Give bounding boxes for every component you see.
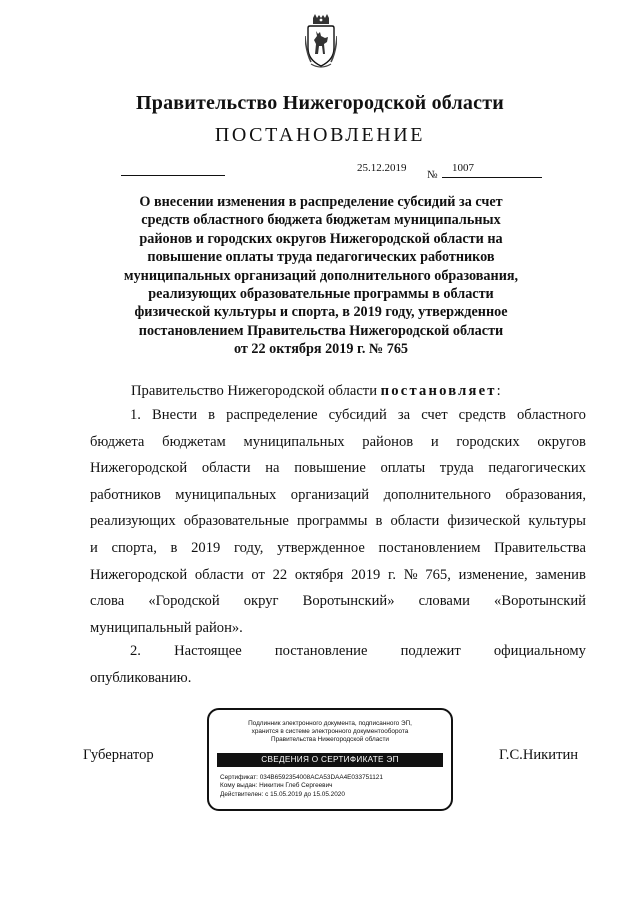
- word: официальному: [493, 643, 586, 659]
- paragraph-line: [90, 455, 586, 482]
- word: в: [170, 539, 178, 556]
- word: Нижегородской: [90, 566, 188, 583]
- preamble: [131, 383, 501, 400]
- word: Внести: [152, 407, 198, 423]
- word: спорта,: [111, 539, 157, 556]
- stamp-note: [209, 720, 451, 744]
- word: областного: [516, 407, 586, 423]
- word: слова: [90, 593, 125, 610]
- subject-line: реализующих образовательные программы в области: [148, 286, 494, 303]
- word: за: [397, 407, 411, 423]
- word: бюджетам: [162, 433, 226, 450]
- certificate-serial: Сертификат: 034B6592354008ACA53DAA4E033751121: [220, 774, 383, 781]
- word: оплаты: [380, 460, 426, 477]
- electronic-signature-stamp: [207, 708, 453, 811]
- word: педагогических: [488, 460, 586, 477]
- certificate-owner: Кому выдан: Никитин Глеб Сергеевич: [220, 782, 333, 790]
- word: в: [375, 513, 383, 530]
- word: образования,: [505, 486, 586, 503]
- stamp-header: СВЕДЕНИЯ О СЕРТИФИКАТЕ ЭП: [217, 753, 443, 767]
- paragraph-line: [90, 562, 586, 589]
- paragraph-1: [90, 402, 586, 641]
- word: счет: [421, 407, 448, 423]
- word: муниципальных: [175, 486, 277, 503]
- word: подлежит: [400, 643, 461, 659]
- subject-line: от 22 октября 2019 г. № 765: [233, 341, 409, 358]
- word: словами: [418, 593, 470, 610]
- document-subject: [110, 193, 532, 359]
- stamp-note-line: хранится в системе электронного документооборота: [251, 728, 409, 735]
- word: бюджета: [90, 433, 145, 450]
- word: 1.: [130, 407, 141, 423]
- word: 2.: [130, 643, 141, 659]
- subject-line: физической культуры и спорта, в 2019 году, утвержденное: [134, 304, 508, 321]
- word: 22: [272, 566, 288, 583]
- word: заменив: [535, 566, 586, 583]
- paragraph-2: [90, 638, 586, 691]
- word: муниципальных: [243, 433, 345, 450]
- word: области: [390, 513, 440, 530]
- word: субсидий: [328, 407, 387, 423]
- stamp-note-line: Подлинник электронного документа, подписанного ЭП,: [248, 720, 412, 727]
- document-type: ПОСТАНОВЛЕНИЕ: [214, 124, 426, 146]
- registration-blank-line: [121, 175, 225, 176]
- paragraph-line: муниципальный район».: [90, 619, 243, 636]
- word: Нижегородской: [90, 460, 188, 477]
- word: «Воротынский: [494, 593, 586, 610]
- word: Воротынский»: [302, 593, 395, 610]
- word: округ: [243, 593, 279, 610]
- subject-line: О внесении изменения в распределение субсидий за счет: [139, 194, 503, 210]
- preamble-tail: :: [496, 383, 501, 399]
- word: городских: [456, 433, 520, 450]
- subject-line: муниципальных организаций дополнительного образования,: [123, 267, 519, 284]
- word: повышение: [294, 460, 366, 477]
- word: районов: [362, 433, 414, 450]
- preamble-decree-word: постановляет: [380, 383, 497, 399]
- subject-line: постановлением Правительства Нижегородской области: [138, 322, 504, 339]
- word: дополнительного: [383, 486, 491, 503]
- government-title: Правительство Нижегородской области: [136, 92, 504, 114]
- word: распределение: [226, 407, 318, 423]
- paragraph-line: [90, 588, 586, 615]
- word: культуры: [528, 513, 586, 530]
- word: Правительства: [494, 539, 586, 556]
- paragraph-line: [90, 535, 586, 562]
- subject-line: повышение оплаты труда педагогических работников: [147, 249, 495, 266]
- certificate-validity: Действителен: с 15.05.2019 до 15.05.2020: [220, 790, 345, 798]
- paragraph-line: [90, 638, 586, 665]
- subject-line: средств областного бюджета бюджетам муниципальных: [141, 212, 501, 229]
- number-sign: №: [427, 169, 438, 181]
- word: изменение,: [458, 566, 528, 583]
- paragraph-line: [90, 508, 586, 535]
- word: утвержденное: [277, 539, 365, 556]
- word: г.: [387, 566, 396, 583]
- word: постановление: [274, 643, 368, 659]
- word: 765,: [425, 566, 451, 583]
- signatory-role: Губернатор: [83, 747, 154, 763]
- word: средств: [458, 407, 506, 423]
- word: и: [90, 539, 98, 556]
- word: в: [208, 407, 216, 423]
- word: №: [403, 566, 418, 583]
- word: и: [430, 433, 439, 450]
- subject-line: районов и городских округов Нижегородской области на: [139, 230, 503, 247]
- word: Настоящее: [174, 643, 242, 659]
- word: программы: [296, 513, 368, 530]
- word: реализующих: [90, 513, 176, 530]
- paragraph-line: [90, 429, 586, 456]
- word: работников: [90, 486, 161, 503]
- word: 2019: [191, 539, 221, 556]
- preamble-lead: Правительство Нижегородской области: [131, 383, 381, 399]
- word: организаций: [290, 486, 370, 503]
- stamp-note-line: Правительства Нижегородской области: [270, 736, 390, 743]
- word: области: [201, 460, 251, 477]
- word: труда: [439, 460, 474, 477]
- word: округов: [537, 433, 586, 450]
- word: области: [194, 566, 244, 583]
- word: «Городской: [148, 593, 220, 610]
- word: физической: [447, 513, 521, 530]
- word: образовательные: [183, 513, 289, 530]
- paragraph-line: опубликованию.: [90, 669, 192, 686]
- word: постановлением: [378, 539, 481, 556]
- word: 2019: [351, 566, 381, 583]
- document-number: 1007: [442, 162, 542, 178]
- paragraph-line: [90, 482, 586, 509]
- word: году,: [233, 539, 264, 556]
- paragraph-line: [90, 402, 586, 429]
- word: на: [265, 460, 280, 477]
- stamp-certificate-info: [220, 774, 383, 799]
- word: от: [251, 566, 265, 583]
- document-date: 25.12.2019: [357, 162, 407, 174]
- word: октября: [294, 566, 344, 583]
- coat-of-arms-icon: [305, 14, 337, 70]
- signatory-name: Г.С.Никитин: [499, 747, 579, 763]
